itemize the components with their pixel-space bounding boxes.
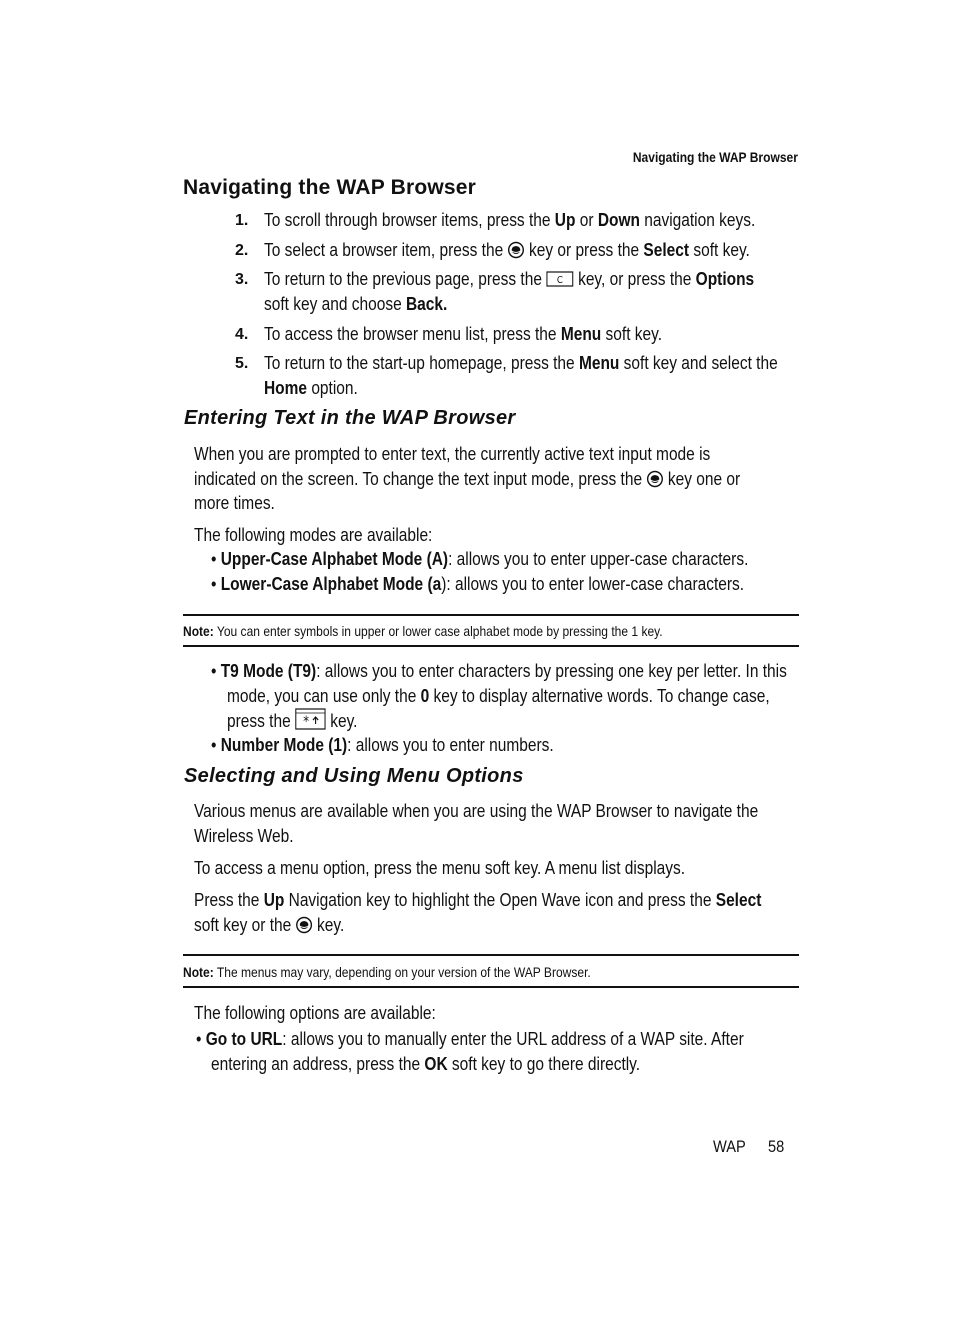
- note-rule-bottom: [183, 986, 799, 988]
- step-number: 3.: [235, 271, 249, 288]
- section-title: Navigating the WAP Browser: [183, 176, 477, 199]
- note: Note: You can enter symbols in upper or lower case alphabet mode by pressing the 1 key.: [183, 623, 663, 639]
- paragraph: Wireless Web.: [194, 826, 294, 846]
- step-text: To scroll through browser items, press the Up or Down navigation keys.: [264, 210, 756, 230]
- step-text: To return to the start-up homepage, press the Menu soft key and select the: [264, 353, 778, 373]
- svg-text:C: C: [557, 274, 564, 287]
- ok-key-icon: [296, 916, 313, 934]
- list-item-continued: mode, you can use only the 0 key to display alternative words. To change case,: [227, 686, 770, 706]
- page-number: 58: [768, 1137, 785, 1156]
- note: Note: The menus may vary, depending on your version of the WAP Browser.: [183, 964, 591, 980]
- paragraph: When you are prompted to enter text, the currently active text input mode is: [194, 444, 711, 464]
- paragraph: more times.: [194, 493, 275, 513]
- paragraph: Press the Up Navigation key to highlight the Open Wave icon and press the Select: [194, 890, 762, 910]
- footer-chapter: WAP: [713, 1137, 746, 1156]
- paragraph: To access a menu option, press the menu soft key. A menu list displays.: [194, 858, 686, 878]
- paragraph: indicated on the screen. To change the text input mode, press the key one or: [194, 469, 741, 489]
- list-item: • Go to URL: allows you to manually enter the URL address of a WAP site. After: [196, 1029, 744, 1049]
- note-rule-top: [183, 614, 799, 616]
- running-header: Navigating the WAP Browser: [632, 149, 798, 165]
- star-key-icon: [295, 708, 326, 730]
- step-number: 5.: [235, 355, 249, 372]
- step-text: To access the browser menu list, press the Menu soft key.: [264, 324, 663, 344]
- list-item: • Upper-Case Alphabet Mode (A): allows you to enter upper-case characters.: [211, 549, 749, 569]
- paragraph: The following options are available:: [194, 1003, 436, 1023]
- step-text-continued: soft key and choose Back.: [264, 294, 448, 314]
- list-item: • T9 Mode (T9): allows you to enter characters by pressing one key per letter. In this: [211, 661, 787, 681]
- step-number: 2.: [235, 242, 249, 259]
- step-text: To select a browser item, press the key or press the Select soft key.: [264, 240, 750, 260]
- subsection-title: Selecting and Using Menu Options: [184, 765, 524, 787]
- svg-text:*: *: [303, 714, 310, 730]
- step-number: 1.: [235, 212, 249, 229]
- clear-key-icon: [546, 270, 574, 288]
- note-rule-top: [183, 954, 799, 956]
- paragraph: soft key or the key.: [194, 915, 345, 935]
- ok-key-icon: [507, 241, 524, 259]
- list-item-continued: entering an address, press the OK soft key to go there directly.: [211, 1054, 641, 1074]
- ok-key-icon: [646, 470, 663, 488]
- step-text: To return to the previous page, press the C key, or press the Options: [264, 269, 755, 289]
- paragraph: Various menus are available when you are using the WAP Browser to navigate the: [194, 801, 759, 821]
- list-item: • Lower-Case Alphabet Mode (a): allows you to enter lower-case characters.: [211, 574, 745, 594]
- note-rule-bottom: [183, 645, 799, 647]
- list-item-continued: press the * key.: [227, 708, 357, 734]
- subsection-title: Entering Text in the WAP Browser: [184, 407, 516, 429]
- list-item: • Number Mode (1): allows you to enter numbers.: [211, 735, 554, 755]
- step-text-continued: Home option.: [264, 378, 358, 398]
- paragraph: The following modes are available:: [194, 525, 433, 545]
- step-number: 4.: [235, 326, 249, 343]
